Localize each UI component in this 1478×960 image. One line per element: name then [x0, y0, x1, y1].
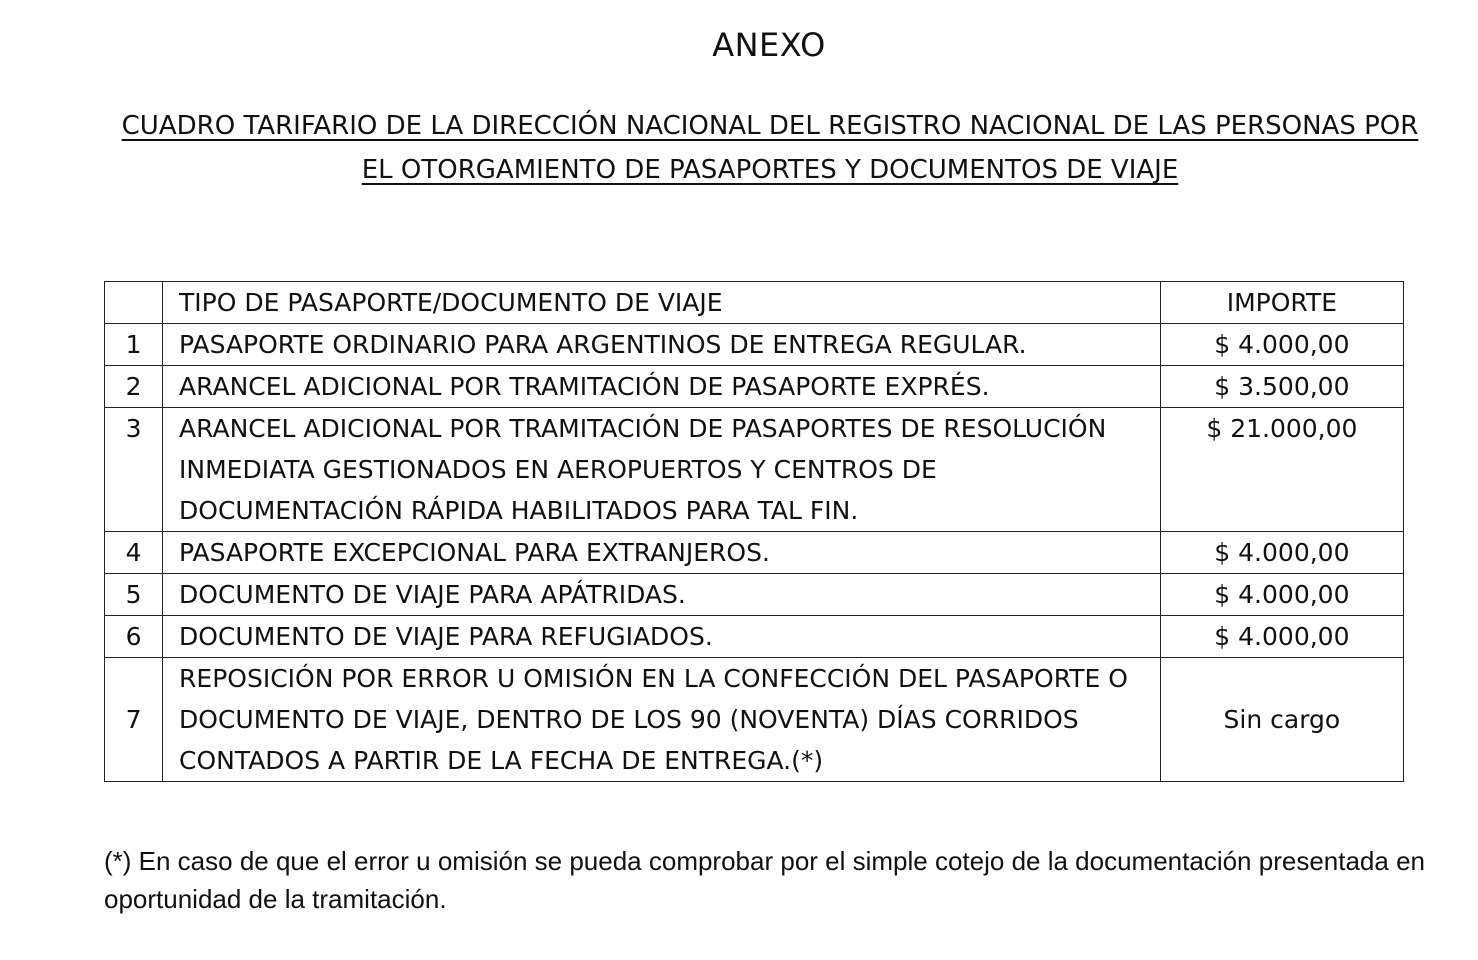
- header-amount: IMPORTE: [1160, 282, 1403, 324]
- header-number: [105, 282, 163, 324]
- table-row: [105, 574, 1404, 616]
- row-amount: $ 3.500,00: [1160, 366, 1403, 408]
- row-number: 5: [105, 574, 163, 616]
- tariff-table: [104, 281, 1404, 782]
- row-description: REPOSICIÓN POR ERROR U OMISIÓN EN LA CONFECCIÓN DEL PASAPORTE O DOCUMENTO DE VIAJE, DENTRO DE LOS 90 (NOVENTA) DÍAS CORRIDOS CONTADOS A PARTIR DE LA FECHA DE ENTREGA.(*): [163, 658, 1161, 782]
- row-description: ARANCEL ADICIONAL POR TRAMITACIÓN DE PASAPORTE EXPRÉS.: [163, 366, 1161, 408]
- row-description: ARANCEL ADICIONAL POR TRAMITACIÓN DE PASAPORTES DE RESOLUCIÓN INMEDIATA GESTIONADOS EN AEROPUERTOS Y CENTROS DE DOCUMENTACIÓN RÁPIDA HABILITADOS PARA TAL FIN.: [163, 408, 1161, 532]
- table-row: [105, 366, 1404, 408]
- table-row: [105, 408, 1404, 532]
- footnote: (*) En caso de que el error u omisión se pueda comprobar por el simple cotejo de la documentación presentada en oportunidad de la tramitación.: [104, 846, 1425, 914]
- row-amount: Sin cargo: [1160, 658, 1403, 782]
- row-number: 6: [105, 616, 163, 658]
- row-description: PASAPORTE EXCEPCIONAL PARA EXTRANJEROS.: [163, 532, 1161, 574]
- row-amount: $ 21.000,00: [1160, 408, 1403, 532]
- table-row: [105, 616, 1404, 658]
- row-number: 1: [105, 324, 163, 366]
- row-description: DOCUMENTO DE VIAJE PARA APÁTRIDAS.: [163, 574, 1161, 616]
- table-row: [105, 658, 1404, 782]
- row-description: DOCUMENTO DE VIAJE PARA REFUGIADOS.: [163, 616, 1161, 658]
- row-number: 4: [105, 532, 163, 574]
- table-header-row: [105, 282, 1404, 324]
- table-row: [105, 532, 1404, 574]
- row-amount: $ 4.000,00: [1160, 324, 1403, 366]
- table-row: [105, 324, 1404, 366]
- header-type: TIPO DE PASAPORTE/DOCUMENTO DE VIAJE: [163, 282, 1161, 324]
- row-amount: $ 4.000,00: [1160, 616, 1403, 658]
- row-number: 2: [105, 366, 163, 408]
- row-description: PASAPORTE ORDINARIO PARA ARGENTINOS DE ENTREGA REGULAR.: [163, 324, 1161, 366]
- document-subtitle: CUADRO TARIFARIO DE LA DIRECCIÓN NACIONAL DEL REGISTRO NACIONAL DE LAS PERSONAS POR EL OTORGAMIENTO DE PASAPORTES Y DOCUMENTOS DE VIAJE: [121, 111, 1419, 185]
- page-title: ANEXO: [712, 26, 826, 64]
- row-amount: $ 4.000,00: [1160, 574, 1403, 616]
- row-number: 7: [105, 658, 163, 782]
- row-amount: $ 4.000,00: [1160, 532, 1403, 574]
- row-number: 3: [105, 408, 163, 532]
